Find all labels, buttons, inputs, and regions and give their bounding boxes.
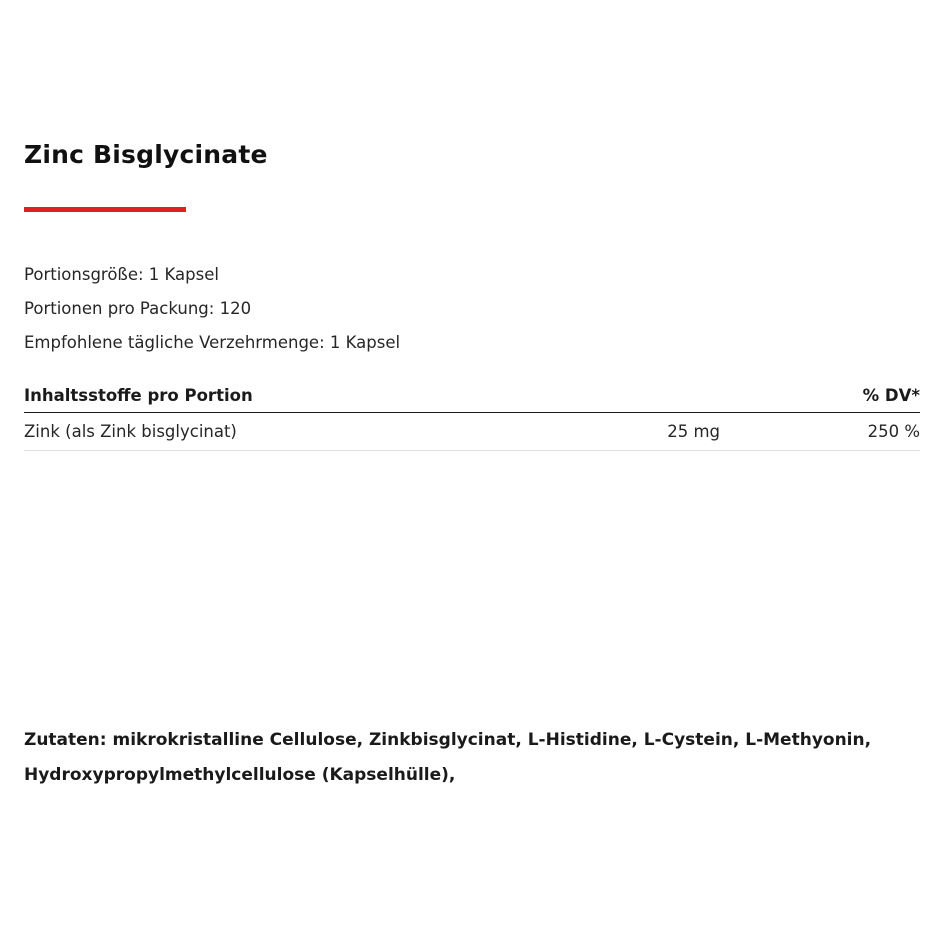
serving-size-line: Portionsgröße: 1 Kapsel <box>24 265 219 284</box>
page-title: Zinc Bisglycinate <box>24 140 268 169</box>
table-header-row <box>24 386 920 413</box>
recommended-intake-line: Empfohlene tägliche Verzehrmenge: 1 Kapsel <box>24 333 401 352</box>
ingredient-daily-value: 250 % <box>867 422 920 441</box>
ingredients-list: Zutaten: mikrokristalline Cellulose, Zinkbisglycinat, L-Histidine, L-Cystein, L-Methyonin, Hydroxypropylmethylcellulose (Kapselhülle), <box>24 730 872 785</box>
table-row <box>24 413 920 451</box>
supplement-facts-table <box>24 386 920 451</box>
serving-info <box>24 258 400 360</box>
servings-per-container-line: Portionen pro Packung: 120 <box>24 299 252 318</box>
column-header-daily-value: % DV* <box>862 386 920 405</box>
ingredient-amount: 25 mg <box>667 422 720 441</box>
column-header-ingredients: Inhaltsstoffe pro Portion <box>24 386 253 405</box>
ingredient-name: Zink (als Zink bisglycinat) <box>24 422 237 441</box>
accent-divider <box>24 207 186 212</box>
